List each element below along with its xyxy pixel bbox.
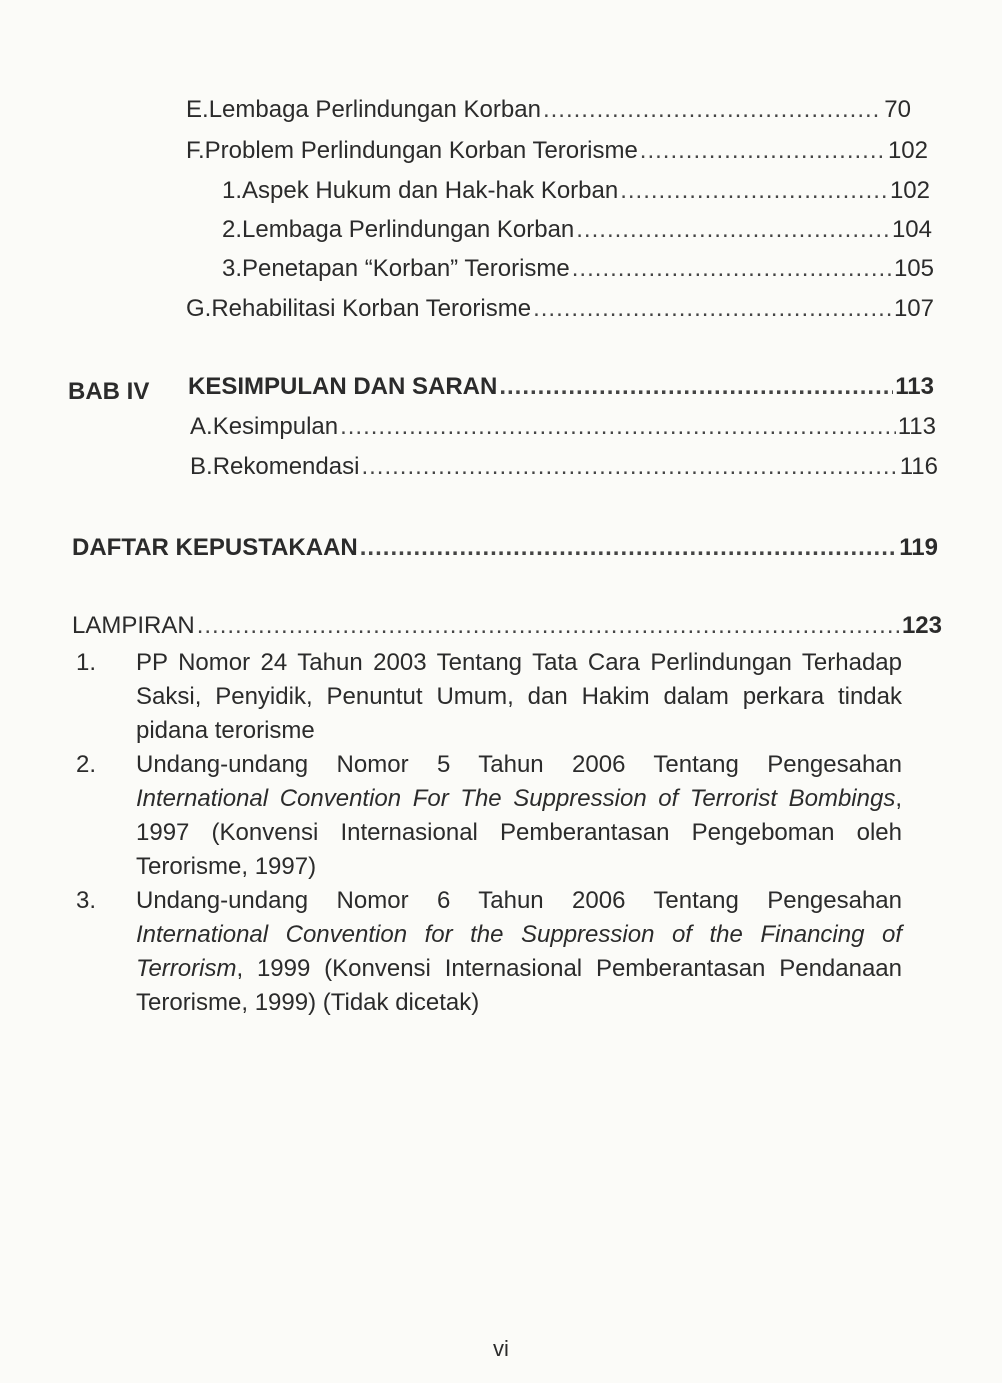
toc-page-number: 113 — [895, 373, 934, 400]
leader-dots — [620, 176, 888, 206]
toc-title: Rehabilitasi Korban Terorisme — [211, 295, 532, 322]
toc-page-number: 119 — [899, 534, 938, 561]
lampiran-item-number: 1. — [76, 649, 97, 676]
toc-title: Aspek Hukum dan Hak-hak Korban — [242, 177, 619, 204]
toc-title: Penetapan “Korban” Terorisme — [242, 255, 570, 282]
toc-marker: F. — [186, 137, 205, 164]
leader-dots — [576, 215, 890, 245]
toc-page-number: 102 — [889, 177, 930, 204]
toc-title: Rekomendasi — [212, 453, 360, 480]
leader-dots — [533, 294, 892, 324]
toc-title: KESIMPULAN DAN SARAN — [188, 373, 498, 400]
toc-page-number: 113 — [897, 413, 936, 440]
toc-title: DAFTAR KEPUSTAKAAN — [72, 534, 358, 561]
toc-page-number: 116 — [899, 453, 938, 480]
toc-entry-g — [186, 294, 934, 324]
lampiran-item-number: 2. — [76, 751, 97, 778]
toc-page-number: 123 — [901, 612, 942, 639]
leader-dots — [640, 136, 886, 166]
toc-page-number: 70 — [884, 96, 911, 123]
toc-title: Lembaga Perlindungan Korban — [208, 96, 541, 123]
toc-title: Lembaga Perlindungan Korban — [242, 216, 575, 243]
lampiran-item-3 — [76, 884, 902, 1020]
leader-dots — [543, 95, 882, 125]
toc-marker: A. — [190, 413, 213, 440]
toc-marker: 2. — [222, 216, 243, 243]
leader-dots — [340, 412, 896, 442]
lampiran-item-text — [136, 748, 902, 884]
toc-marker: B. — [190, 453, 213, 480]
toc-title: Kesimpulan — [212, 413, 339, 440]
lampiran-item-text: PP Nomor 24 Tahun 2003 Tentang Tata Cara Perlindungan Terhadap Saksi, Penyidik, Penuntut Umum, dan Hakim dalam perkara tindak pidana terorisme — [136, 649, 902, 744]
toc-entry-f3 — [222, 254, 934, 284]
leader-dots — [572, 254, 892, 284]
toc-entry-a — [190, 412, 936, 442]
toc-page-number: 104 — [891, 216, 932, 243]
leader-dots — [197, 611, 900, 641]
leader-dots — [499, 372, 893, 402]
toc-title: LAMPIRAN — [72, 612, 195, 639]
page-number: vi — [493, 1336, 509, 1361]
toc-page-number: 107 — [893, 295, 934, 322]
lampiran-item-1 — [76, 646, 902, 748]
toc-entry-b — [190, 452, 938, 482]
toc-marker: 3. — [222, 255, 243, 282]
lampiran-item-2 — [76, 748, 902, 884]
toc-title: Problem Perlindungan Korban Terorisme — [204, 137, 638, 164]
toc-entry-f1 — [222, 176, 930, 206]
toc-marker: 1. — [222, 177, 243, 204]
toc-marker: G. — [186, 295, 212, 322]
leader-dots — [360, 533, 898, 563]
toc-entry-lampiran — [72, 611, 942, 641]
lampiran-item-text-b: , 1999 (Konvensi Internasional Pemberantasan Pendanaan Terorisme, 1999) (Tidak dicetak) — [136, 955, 902, 1016]
toc-entry-f2 — [222, 215, 932, 245]
lampiran-item-italic: International Convention For The Suppression of Terrorist Bombings — [136, 785, 896, 812]
lampiran-item-text-a: Undang-undang Nomor 6 Tahun 2006 Tentang Pengesahan — [136, 887, 902, 914]
toc-marker: E. — [186, 96, 209, 123]
toc-page-number: 102 — [887, 137, 928, 164]
lampiran-item-text — [136, 884, 902, 1020]
leader-dots — [361, 452, 897, 482]
lampiran-item-text-b: , 1997 (Konvensi Internasional Pemberantasan Pengeboman oleh Terorisme, 1997) — [136, 785, 902, 880]
chapter-label: BAB IV — [68, 378, 150, 405]
toc-entry-daftar-kepustakaan — [72, 533, 938, 563]
lampiran-item-text-a: Undang-undang Nomor 5 Tahun 2006 Tentang Pengesahan — [136, 751, 902, 778]
toc-entry-bab-iv — [188, 372, 934, 402]
lampiran-item-number: 3. — [76, 887, 97, 914]
toc-entry-f — [186, 136, 928, 166]
toc-page-number: 105 — [893, 255, 934, 282]
toc-entry-e — [186, 95, 911, 125]
lampiran-item-italic: International Convention for the Suppression of the Financing of Terrorism — [136, 921, 902, 982]
